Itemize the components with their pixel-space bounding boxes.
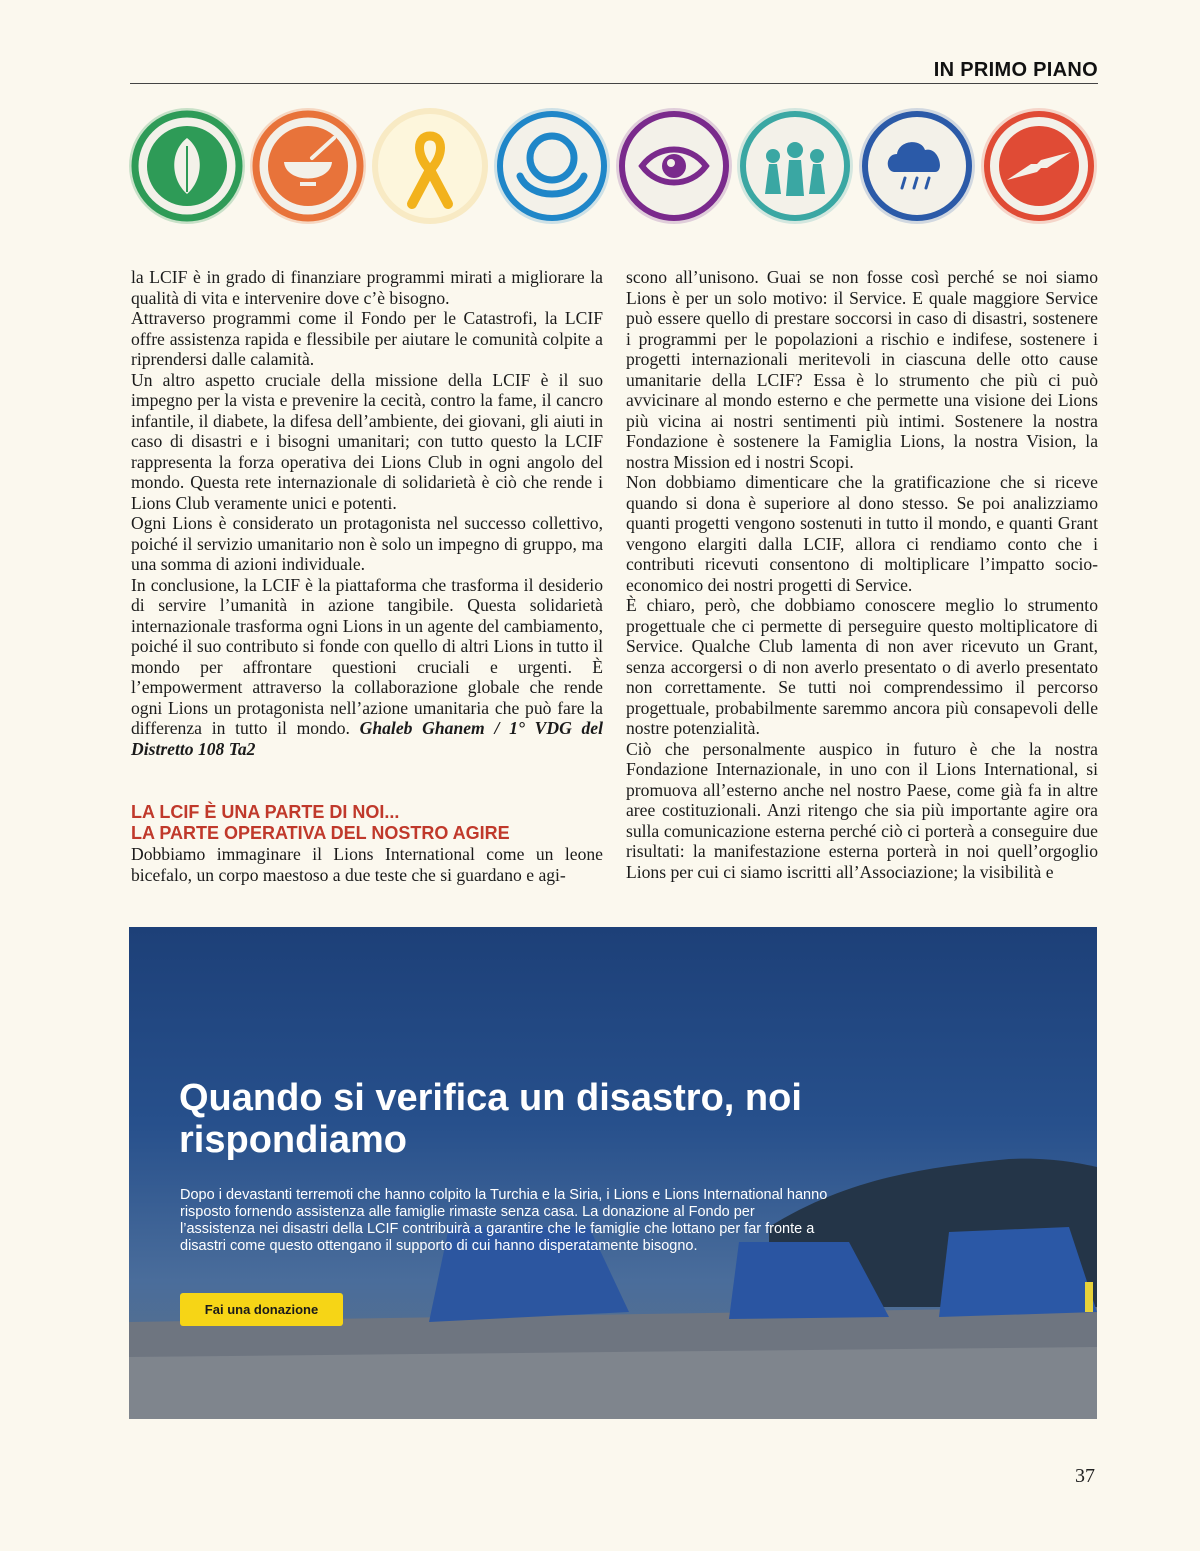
left-paragraph-final: [131, 575, 603, 760]
left-paragraph-text: In conclusione, la LCIF è la piattaforma che trasforma il desiderio di servire l’umanità in azione tangibile. Questa solidarietà internazionale trasforma ogni Lions in un agente del cambiamento, poiché il suo contributo si fonde con quello di altri Lions in tutto il mondo per affrontare questioni cruciali e urgenti. È l’empowerment attraverso la collaborazione globale che rende ogni Lions un protagonista nell’azione umanitaria che può fare la differenza in tutto il mondo.: [131, 574, 603, 738]
article-left-column: [131, 267, 603, 885]
childhood-cancer-icon: [372, 108, 488, 224]
diabetes-icon: [494, 108, 610, 224]
author-signature: Ghaleb Ghanem / 1° VDG del Distretto 108 Ta2: [131, 718, 604, 759]
disaster-donation-banner: [129, 927, 1097, 1419]
left-paragraph: Ogni Lions è considerato un protagonista nel successo collettivo, poiché il servizio umanitario non è solo un impegno di gruppo, ma una somma di azioni individuale.: [131, 513, 603, 574]
banner-title: Quando si verifica un disastro, noi rispondiamo: [179, 1077, 802, 1161]
banner-background-photo: [129, 927, 1097, 1419]
right-paragraph: scono all’unisono. Guai se non fosse così perché se noi siamo Lions è per un solo motivo: il Service. E quale maggiore Service può essere quello di prestare soccorsi in caso di disastri, sostenere i programmi per le popolazioni a rischio e indifese, sostenere i progetti internazionali meritevoli in ciascuna delle otto cause umanitarie della LCIF? Essa è lo strumento che più ci può avvicinare al mondo esterno e che permette una visione dei Lions più vicina ai nostri sentimenti più intimi. Sostenere la nostra Fondazione è sostenere la Famiglia Lions, la nostra Vision, la nostra Mission ed i nostri Scopi.: [626, 267, 1098, 472]
disaster-relief-icon: [859, 108, 975, 224]
cause-icons-row: [128, 104, 1100, 228]
left-paragraph: la LCIF è in grado di finanziare programmi mirati a migliorare la qualità di vita e intervenire dove c’è bisogno.: [131, 267, 603, 308]
left-paragraph: Attraverso programmi come il Fondo per le Catastrofi, la LCIF offre assistenza rapida e flessibile per aiutare le comunità colpite a riprendersi dalle calamità.: [131, 308, 603, 369]
header-rule: [130, 83, 1098, 84]
right-paragraph: Non dobbiamo dimenticare che la gratificazione che si riceve quando si dona è superiore al dono stesso. Se poi analizziamo quanti progetti vengono sostenuti in tutto il mondo, e quanti Grant vengono elargiti dalla LCIF, allora ci rendiamo conto che i contributi ricevuti consentono di moltiplicare l’impatto socio-economico dei nostri progetti di Service.: [626, 472, 1098, 595]
donate-button[interactable]: Fai una donazione: [180, 1293, 343, 1326]
subhead-line-1: LA LCIF È UNA PARTE DI NOI...: [131, 802, 400, 822]
section-subhead: [131, 802, 603, 844]
right-paragraph: Ciò che personalmente auspico in futuro è che la nostra Fondazione Internazionale, in uno con il Lions International, si promuova all’esterno anche nel nostro Paese, come già fa in altre aree costituzionali. Anzi ritengo che sia più importante agire ora sulla comunicazione esterna perché ciò ci porterà a conseguire due risultati: la manifestazione esterna porterà in noi quell’orgoglio Lions per cui ci siamo iscritti all’Associazione; la visibilità e: [626, 738, 1098, 882]
section-title: IN PRIMO PIANO: [933, 59, 1098, 81]
vision-icon: [616, 108, 732, 224]
article-right-column: [626, 267, 1098, 882]
page-number: 37: [1075, 1465, 1095, 1487]
environment-icon: [129, 108, 245, 224]
subhead-line-2: LA PARTE OPERATIVA DEL NOSTRO AGIRE: [131, 823, 510, 843]
left-paragraph: Dobbiamo immaginare il Lions International come un leone bicefalo, un corpo maestoso a due teste che si guardano e agi-: [131, 844, 603, 885]
banner-text: Dopo i devastanti terremoti che hanno colpito la Turchia e la Siria, i Lions e Lions International hanno risposto fornendo assistenza alle famiglie rimaste senza casa. La donazione al Fondo per l’assistenza nei disastri della LCIF contribuirà a garantire che le famiglie che lottano per far fronte a disastri come questo ottengano il supporto di cui hanno disperatamente bisogno.: [180, 1187, 828, 1254]
hunger-icon: [250, 108, 366, 224]
humanitarian-icon: [981, 108, 1097, 224]
right-paragraph: È chiaro, però, che dobbiamo conoscere meglio lo strumento progettuale che ci permette di perseguire questo moltiplicatore di Service. Qualche Club lamenta di non aver ricevuto un Grant, senza accorgersi o di non averlo presentato o di averlo presentato non correttamente. Se tutti noi comprendessimo il percorso progettuale, probabilmente saremmo ancora più consapevoli delle nostre potenzialità.: [626, 595, 1098, 738]
youth-icon: [737, 108, 853, 224]
left-paragraph: Un altro aspetto cruciale della missione della LCIF è il suo impegno per la vista e prevenire la cecità, contro la fame, il cancro infantile, il diabete, la difesa dell’ambiente, dei giovani, gli aiuti in caso di disastri e i bisogni umanitari; con tutto questo la LCIF rappresenta la forza operativa dei Lions Club in ogni angolo del mondo. Questa rete internazionale di solidarietà è ciò che rende i Lions Club veramente unici e potenti.: [131, 369, 603, 513]
